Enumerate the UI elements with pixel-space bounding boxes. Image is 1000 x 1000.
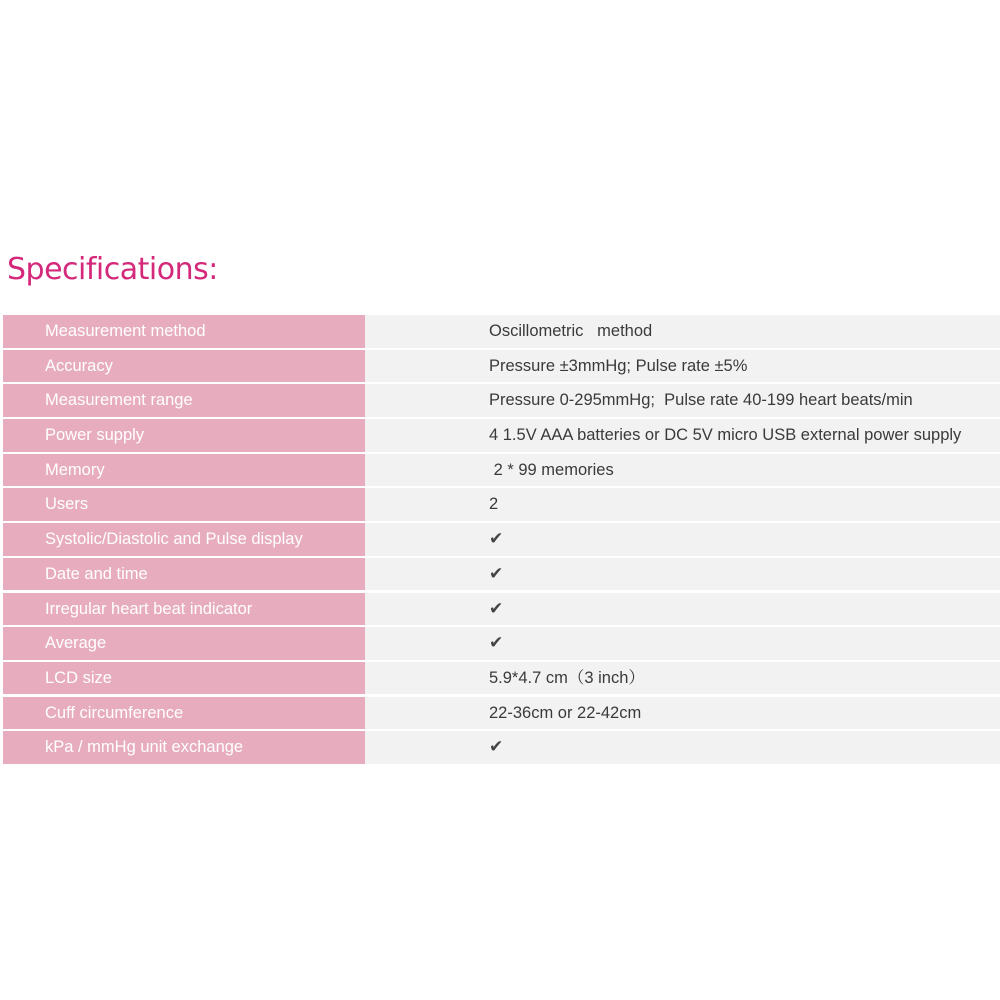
spec-row-accuracy xyxy=(3,350,1000,383)
spec-label: kPa / mmHg unit exchange xyxy=(3,731,365,764)
spec-row-measurement-range xyxy=(3,384,1000,417)
spec-label: Accuracy xyxy=(3,350,365,383)
spec-value: 4 1.5V AAA batteries or DC 5V micro USB external power supply xyxy=(365,419,1000,452)
spec-row-lcd-size xyxy=(3,662,1000,695)
spec-label: Average xyxy=(3,627,365,660)
spec-value: Pressure 0-295mmHg; Pulse rate 40-199 heart beats/min xyxy=(365,384,1000,417)
spec-value: 2 xyxy=(365,488,1000,521)
checkmark-icon: ✔ xyxy=(365,523,1000,556)
specifications-table xyxy=(3,315,1000,766)
spec-row-average xyxy=(3,627,1000,660)
checkmark-icon: ✔ xyxy=(365,731,1000,764)
spec-value: Pressure ±3mmHg; Pulse rate ±5% xyxy=(365,350,1000,383)
checkmark-icon: ✔ xyxy=(365,558,1000,591)
spec-row-measurement-method xyxy=(3,315,1000,348)
spec-label: Systolic/Diastolic and Pulse display xyxy=(3,523,365,556)
checkmark-icon: ✔ xyxy=(365,627,1000,660)
spec-row-irregular-heart-beat-indicator xyxy=(3,593,1000,626)
spec-value: 2 * 99 memories xyxy=(365,454,1000,487)
spec-value: 5.9*4.7 cm（3 inch） xyxy=(365,662,1000,695)
checkmark-icon: ✔ xyxy=(365,593,1000,626)
spec-label: Date and time xyxy=(3,558,365,591)
spec-label: LCD size xyxy=(3,662,365,695)
spec-row-power-supply xyxy=(3,419,1000,452)
spec-row-memory xyxy=(3,454,1000,487)
spec-value: Oscillometric method xyxy=(365,315,1000,348)
spec-label: Cuff circumference xyxy=(3,697,365,730)
spec-label: Memory xyxy=(3,454,365,487)
spec-row-unit-exchange xyxy=(3,731,1000,764)
spec-row-users xyxy=(3,488,1000,521)
spec-row-date-and-time xyxy=(3,558,1000,591)
spec-row-systolic-diastolic-pulse-display xyxy=(3,523,1000,556)
spec-label: Users xyxy=(3,488,365,521)
spec-label: Measurement range xyxy=(3,384,365,417)
page-title: Specifications: xyxy=(7,252,218,287)
spec-label: Irregular heart beat indicator xyxy=(3,593,365,626)
spec-label: Measurement method xyxy=(3,315,365,348)
spec-row-cuff-circumference xyxy=(3,697,1000,730)
spec-value: 22-36cm or 22-42cm xyxy=(365,697,1000,730)
spec-label: Power supply xyxy=(3,419,365,452)
